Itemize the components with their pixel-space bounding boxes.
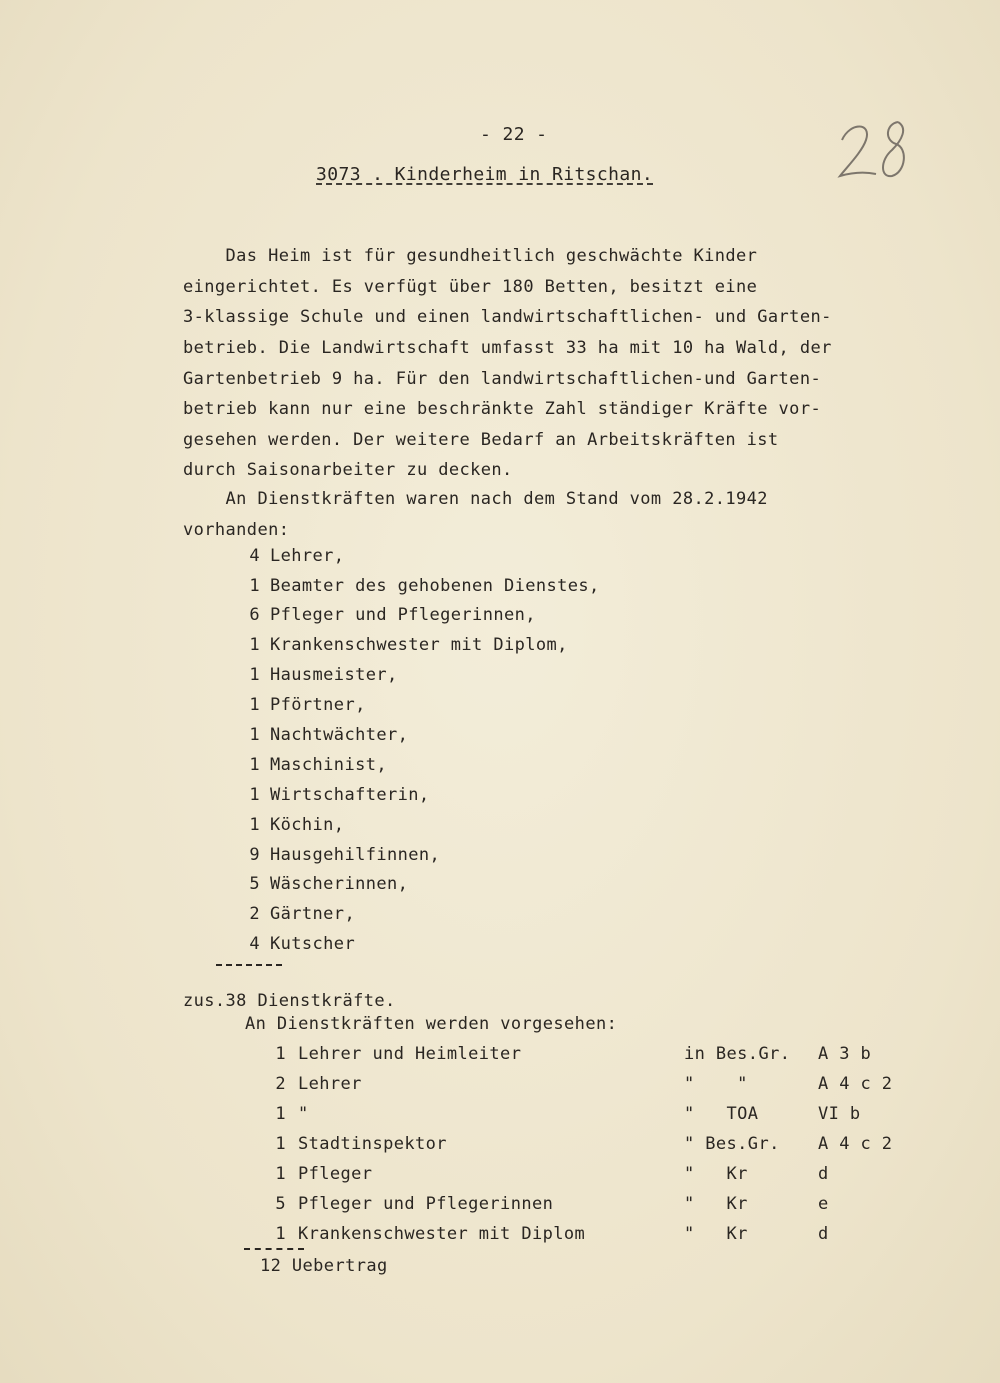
pay-grade: d bbox=[818, 1164, 829, 1184]
planned-count: 1 bbox=[275, 1164, 286, 1184]
paragraph-line: Gartenbetrieb 9 ha. Für den landwirtschaftlichen-und Garten- bbox=[183, 369, 822, 389]
paragraph-line: An Dienstkräften waren nach dem Stand vom 28.2.1942 bbox=[183, 489, 768, 509]
staff-count: 6 bbox=[249, 605, 260, 625]
planned-count: 2 bbox=[275, 1074, 286, 1094]
page-number: - 22 - bbox=[480, 124, 548, 145]
pay-grade: d bbox=[818, 1224, 829, 1244]
planned-role: Krankenschwester mit Diplom bbox=[298, 1224, 586, 1244]
staff-role: Beamter des gehobenen Dienstes, bbox=[270, 576, 600, 596]
staff-count: 1 bbox=[249, 815, 260, 835]
planned-intro: An Dienstkräften werden vorgesehen: bbox=[245, 1014, 618, 1034]
staff-count: 2 bbox=[249, 904, 260, 924]
paragraph-line: betrieb kann nur eine beschränkte Zahl ständiger Kräfte vor- bbox=[183, 399, 822, 419]
planned-role: Lehrer und Heimleiter bbox=[298, 1044, 522, 1064]
staff-count: 1 bbox=[249, 785, 260, 805]
carryover-line: 12 Uebertrag bbox=[260, 1256, 388, 1276]
staff-count: 1 bbox=[249, 665, 260, 685]
pay-group: " TOA bbox=[684, 1104, 759, 1124]
planned-role: Lehrer bbox=[298, 1074, 362, 1094]
planned-role: Pfleger bbox=[298, 1164, 373, 1184]
planned-role: Stadtinspektor bbox=[298, 1134, 447, 1154]
pay-group: " " bbox=[684, 1074, 748, 1094]
pay-group: " Kr bbox=[684, 1194, 748, 1214]
staff-role: Wirtschafterin, bbox=[270, 785, 430, 805]
planned-count: 1 bbox=[275, 1104, 286, 1124]
staff-role: Köchin, bbox=[270, 815, 345, 835]
staff-role: Lehrer, bbox=[270, 546, 345, 566]
planned-count: 5 bbox=[275, 1194, 286, 1214]
paragraph-line: 3-klassige Schule und einen landwirtschaftlichen- und Garten- bbox=[183, 307, 832, 327]
pay-grade: A 4 c 2 bbox=[818, 1134, 893, 1154]
staff-role: Pfleger und Pflegerinnen, bbox=[270, 605, 536, 625]
sum-rule bbox=[244, 1248, 304, 1250]
staff-role: Maschinist, bbox=[270, 755, 387, 775]
paragraph-line: durch Saisonarbeiter zu decken. bbox=[183, 460, 513, 480]
staff-role: Nachtwächter, bbox=[270, 725, 409, 745]
paragraph-line: eingerichtet. Es verfügt über 180 Betten, besitzt eine bbox=[183, 277, 758, 297]
staff-count: 4 bbox=[249, 546, 260, 566]
staff-role: Pförtner, bbox=[270, 695, 366, 715]
staff-count: 1 bbox=[249, 635, 260, 655]
pay-grade: VI b bbox=[818, 1104, 861, 1124]
staff-count: 1 bbox=[249, 695, 260, 715]
staff-count: 9 bbox=[249, 845, 260, 865]
staff-role: Hausmeister, bbox=[270, 665, 398, 685]
staff-role: Kutscher bbox=[270, 934, 356, 954]
staff-role: Krankenschwester mit Diplom, bbox=[270, 635, 568, 655]
section-title: 3073 . Kinderheim in Ritschan. bbox=[316, 164, 654, 185]
handwritten-page-number bbox=[836, 110, 916, 190]
staff-count: 1 bbox=[249, 725, 260, 745]
pay-group: " Bes.Gr. bbox=[684, 1134, 780, 1154]
staff-count: 5 bbox=[249, 874, 260, 894]
paragraph-line: gesehen werden. Der weitere Bedarf an Arbeitskräften ist bbox=[183, 430, 779, 450]
staff-role: Hausgehilfinnen, bbox=[270, 845, 441, 865]
staff-role: Wäscherinnen, bbox=[270, 874, 409, 894]
pay-grade: A 3 b bbox=[818, 1044, 872, 1064]
pay-grade: A 4 c 2 bbox=[818, 1074, 893, 1094]
pay-group: in Bes.Gr. bbox=[684, 1044, 791, 1064]
planned-role: Pfleger und Pflegerinnen bbox=[298, 1194, 554, 1214]
staff-count: 1 bbox=[249, 576, 260, 596]
pay-grade: e bbox=[818, 1194, 829, 1214]
pay-group: " Kr bbox=[684, 1164, 748, 1184]
staff-count: 1 bbox=[249, 755, 260, 775]
pay-group: " Kr bbox=[684, 1224, 748, 1244]
sum-rule bbox=[216, 964, 282, 966]
paragraph-line: betrieb. Die Landwirtschaft umfasst 33 ha mit 10 ha Wald, der bbox=[183, 338, 832, 358]
staff-role: Gärtner, bbox=[270, 904, 356, 924]
planned-count: 1 bbox=[275, 1134, 286, 1154]
paragraph-line: vorhanden: bbox=[183, 520, 290, 540]
planned-count: 1 bbox=[275, 1224, 286, 1244]
staff-count: 4 bbox=[249, 934, 260, 954]
paragraph-line: Das Heim ist für gesundheitlich geschwächte Kinder bbox=[183, 246, 758, 266]
total-line: zus.38 Dienstkräfte. bbox=[183, 991, 396, 1011]
planned-role: " bbox=[298, 1104, 309, 1124]
planned-count: 1 bbox=[275, 1044, 286, 1064]
